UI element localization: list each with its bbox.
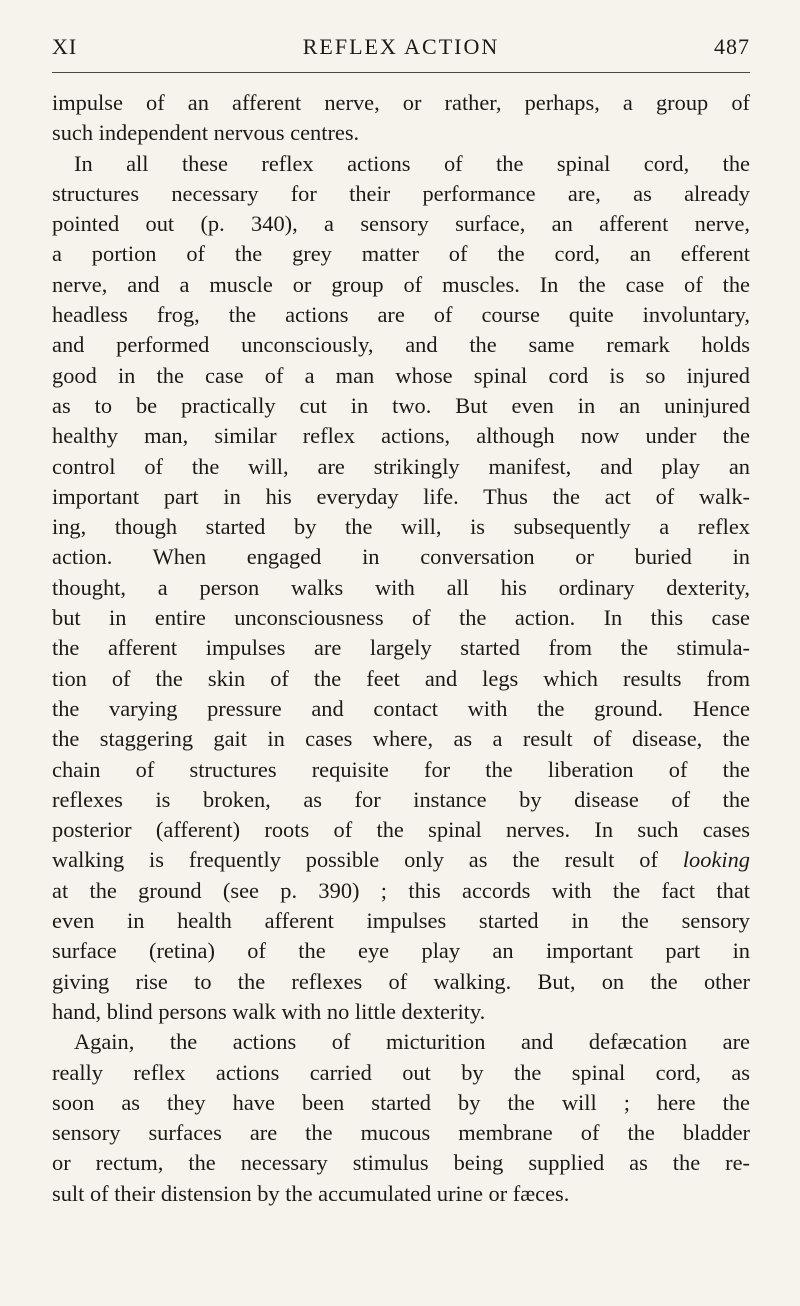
text-line: even in health afferent impulses started in the sensory [52,908,750,934]
text-line: and performed unconsciously, and the same remark holds [52,332,750,358]
text-line: reflexes is broken, as for instance by disease of the [52,786,750,812]
text-line: but in entire unconsciousness of the action. In this case [52,605,750,631]
text-line: In all these reflex actions of the spinal cord, the [74,150,750,176]
text-line: the staggering gait in cases where, as a result of disease, the [52,726,750,752]
text-line: nerve, and a muscle or group of muscles. In the case of the [52,271,750,297]
text-line: such independent nervous centres. [52,120,360,146]
text-line-with-italic: walking is frequently possible only as the result of looking [52,847,750,873]
text-line: sult of their distension by the accumulated urine or fæces. [52,1180,570,1206]
text-line: important part in his everyday life. Thus the act of walk- [52,483,750,509]
text-line: surface (retina) of the eye play an important part in [52,938,750,964]
text-line: headless frog, the actions are of course quite involuntary, [52,302,750,328]
text-line: or rectum, the necessary stimulus being supplied as the re- [52,1150,750,1176]
running-header [52,34,750,68]
text-line: a portion of the grey matter of the cord, an efferent [52,241,750,267]
text-line: pointed out (p. 340), a sensory surface, an afferent nerve, [52,211,750,237]
italic-emphasis: looking [682,847,750,873]
text-line: control of the will, are strikingly manifest, and play an [52,453,750,479]
text-line: Again, the actions of micturition and defæcation are [74,1029,750,1055]
text-line: ing, though started by the will, is subsequently a reflex [52,514,750,540]
paragraph [52,88,750,149]
text-line: giving rise to the reflexes of walking. But, on the other [52,968,750,994]
text-line: posterior (afferent) roots of the spinal nerves. In such cases [52,817,750,843]
text-line: soon as they have been started by the will ; here the [52,1089,750,1115]
paragraph [52,1027,750,1209]
paragraph [52,149,750,1028]
chapter-number: XI [52,34,78,59]
text-line: at the ground (see p. 390) ; this accords with the fact that [52,877,750,903]
header-rule [52,72,750,73]
text-line: impulse of an afferent nerve, or rather, perhaps, a group of [52,90,750,115]
text-line: healthy man, similar reflex actions, although now under the [52,423,750,449]
text-line: the afferent impulses are largely started from the stimula- [52,635,750,661]
text-line: the varying pressure and contact with the ground. Hence [52,695,750,721]
body-text [52,88,750,1209]
page-number: 487 [714,34,750,59]
text-line: really reflex actions carried out by the spinal cord, as [52,1059,750,1085]
running-title: REFLEX ACTION [302,34,500,59]
text-line: tion of the skin of the feet and legs which results from [52,665,750,691]
text-line: as to be practically cut in two. But even in an uninjured [52,392,750,418]
text-line: structures necessary for their performance are, as already [52,180,750,206]
text-line: action. When engaged in conversation or buried in [52,544,750,570]
text-line: thought, a person walks with all his ordinary dexterity, [52,574,750,600]
text-line: hand, blind persons walk with no little dexterity. [52,998,486,1024]
text-line: sensory surfaces are the mucous membrane of the bladder [52,1120,750,1146]
text-line: good in the case of a man whose spinal cord is so injured [52,362,750,388]
text-line: chain of structures requisite for the liberation of the [52,756,750,782]
